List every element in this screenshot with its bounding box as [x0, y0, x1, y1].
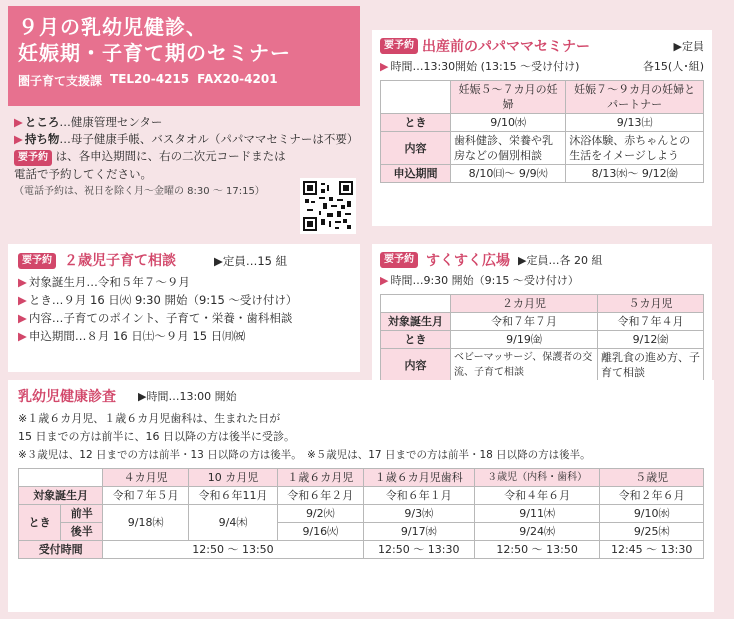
- suku-time-row: ▶ 時間…9:30 開始（9:15 ～受け付け）: [380, 274, 579, 287]
- two-year-line: ▶ 申込期間…８月 16 日㈯～９月 15 日㈪㈷: [18, 329, 246, 343]
- table-row: とき 9/19㈮ 9/12㈮: [381, 331, 704, 349]
- kensa-time: ▶時間…13:00 開始: [138, 390, 237, 403]
- reserve-badge: 要予約: [14, 150, 52, 166]
- table-row: 後半 9/16㈫ 9/17㈬ 9/24㈬ 9/25㈭: [19, 523, 704, 541]
- health-check-card: [8, 380, 714, 612]
- qr-code-icon: [303, 181, 353, 231]
- fax: FAX20-4201: [197, 72, 278, 86]
- two-year-title: ２歳児子育て相談: [64, 253, 176, 269]
- suku-capacity: ▶定員…各 20 組: [518, 254, 603, 267]
- place-label: ところ: [24, 115, 60, 129]
- two-year-line: ▶ 対象誕生月…令和５年７～９月: [18, 275, 190, 289]
- table-row: 対象誕生月 令和７年７月 令和７年４月: [381, 313, 704, 331]
- two-year-line: ▶ 内容…子育てのポイント、子育て・栄養・歯科相談: [18, 311, 293, 325]
- table-row: 内容 ベビーマッサージ、保護者の交流、子育て相談 離乳食の進め方、子育て相談: [381, 349, 704, 382]
- suku-col2: ５カ月児: [597, 295, 703, 313]
- table-row: とき 前半 9/18㈭ 9/4㈭ 9/2㈫ 9/3㈬ 9/11㈭ 9/10㈬: [19, 505, 704, 523]
- items-label: 持ち物: [24, 132, 60, 146]
- page-title-line2: 妊娠期・子育て期のセミナー: [18, 41, 291, 65]
- papa-col1: 妊娠５～７カ月の妊婦: [451, 81, 566, 114]
- place-value: …健康管理センター: [59, 115, 163, 129]
- items-value: …母子健康手帳、バスタオル（パパママセミナーは不要）: [59, 132, 359, 146]
- two-year-badge: 要予約: [18, 253, 56, 269]
- page-title-line1: ９月の乳幼児健診、: [18, 15, 207, 39]
- place-row: ▶ ところ…健康管理センター: [14, 115, 163, 129]
- two-year-capacity: ▶定員…15 組: [214, 254, 288, 268]
- table-row: 対象誕生月 令和７年５月 令和６年11月 令和６年２月 令和６年１月 令和４年６月 令和２年６月: [19, 487, 704, 505]
- papa-capacity-value: 各15(人･組): [642, 60, 704, 73]
- papa-mama-card: [372, 30, 712, 226]
- table-row: とき 9/10㈬ 9/13㈯: [381, 114, 704, 132]
- reserve-text: は、各申込期間に、右の二次元コードまたは電話で予約してください。: [14, 149, 286, 181]
- papa-capacity-label: ▶定員: [673, 40, 704, 53]
- suku-badge: 要予約: [380, 252, 418, 268]
- two-year-card: [8, 244, 360, 372]
- items-row: ▶ 持ち物…母子健康手帳、バスタオル（パパママセミナーは不要）: [14, 132, 359, 146]
- title-box: [8, 6, 360, 106]
- department: 圏子育て支援課: [18, 74, 103, 88]
- suku-col1: ２カ月児: [451, 295, 598, 313]
- papa-time-row: ▶ 時間…13:30開始 (13:15 ～受け付け): [380, 60, 580, 73]
- kensa-table: ４カ月児 10 カ月児 １歳６カ月児 １歳６カ月児歯科 ３歳児（内科・歯科） ５歳児 対象誕生月 令和７年５月 令和６年11月 令和６年２月 令和６年１月 令和４年６月 令和２年６月 とき 前半 9/18㈭ 9/4㈭ 9/2㈫ 9/3㈬ 9/11㈭ 9/10㈬ 後半 9/16㈫ 9/17㈬ 9/24㈬ 9/25㈭ 受付時間 12:50 ～ 13:50 12:50 ～ 13:30 12:50 ～ 13:50 12:45 ～ 13:30: [18, 468, 704, 559]
- qr-code[interactable]: [300, 178, 356, 234]
- table-row: 受付時間 12:50 ～ 13:50 12:50 ～ 13:30 12:50 ～ 13:50 12:45 ～ 13:30: [19, 541, 704, 559]
- kensa-notes: ※１歳６カ月児、１歳６カ月児歯科は、生まれた日が 15 日までの方は前半に、16 日以降の方は後半に受診。 ※３歳児は、12 日までの方は前半・13 日以降の方は後半。 ※５歳児は、17 日までの方は前半・18 日以降の方は後半。: [18, 412, 591, 461]
- reserve-row: [14, 148, 294, 183]
- phone-note: （電話予約は、祝日を除く月～金曜の 8:30 ～ 17:15）: [14, 186, 265, 197]
- kensa-title: 乳幼児健康診査: [18, 389, 116, 405]
- table-row: 申込期間 8/10㈰～ 9/9㈫ 8/13㈬～ 9/12㈮: [381, 165, 704, 183]
- papa-col2: 妊娠７～９カ月の妊婦とパートナー: [566, 81, 704, 114]
- papa-title: 出産前のパパママセミナー: [422, 39, 590, 55]
- table-row: 内容 歯科健診、栄養や乳房などの個別相談 沐浴体験、赤ちゃんとの生活をイメージしよう: [381, 132, 704, 165]
- two-year-line: ▶ とき…９月 16 日㈫ 9:30 開始（9:15 ～受け付け）: [18, 293, 298, 307]
- suku-title: すくすく広場: [426, 253, 510, 269]
- papa-badge: 要予約: [380, 38, 418, 54]
- contact-info: [18, 72, 350, 89]
- papa-table: [380, 80, 704, 183]
- tel: TEL20-4215: [110, 72, 190, 86]
